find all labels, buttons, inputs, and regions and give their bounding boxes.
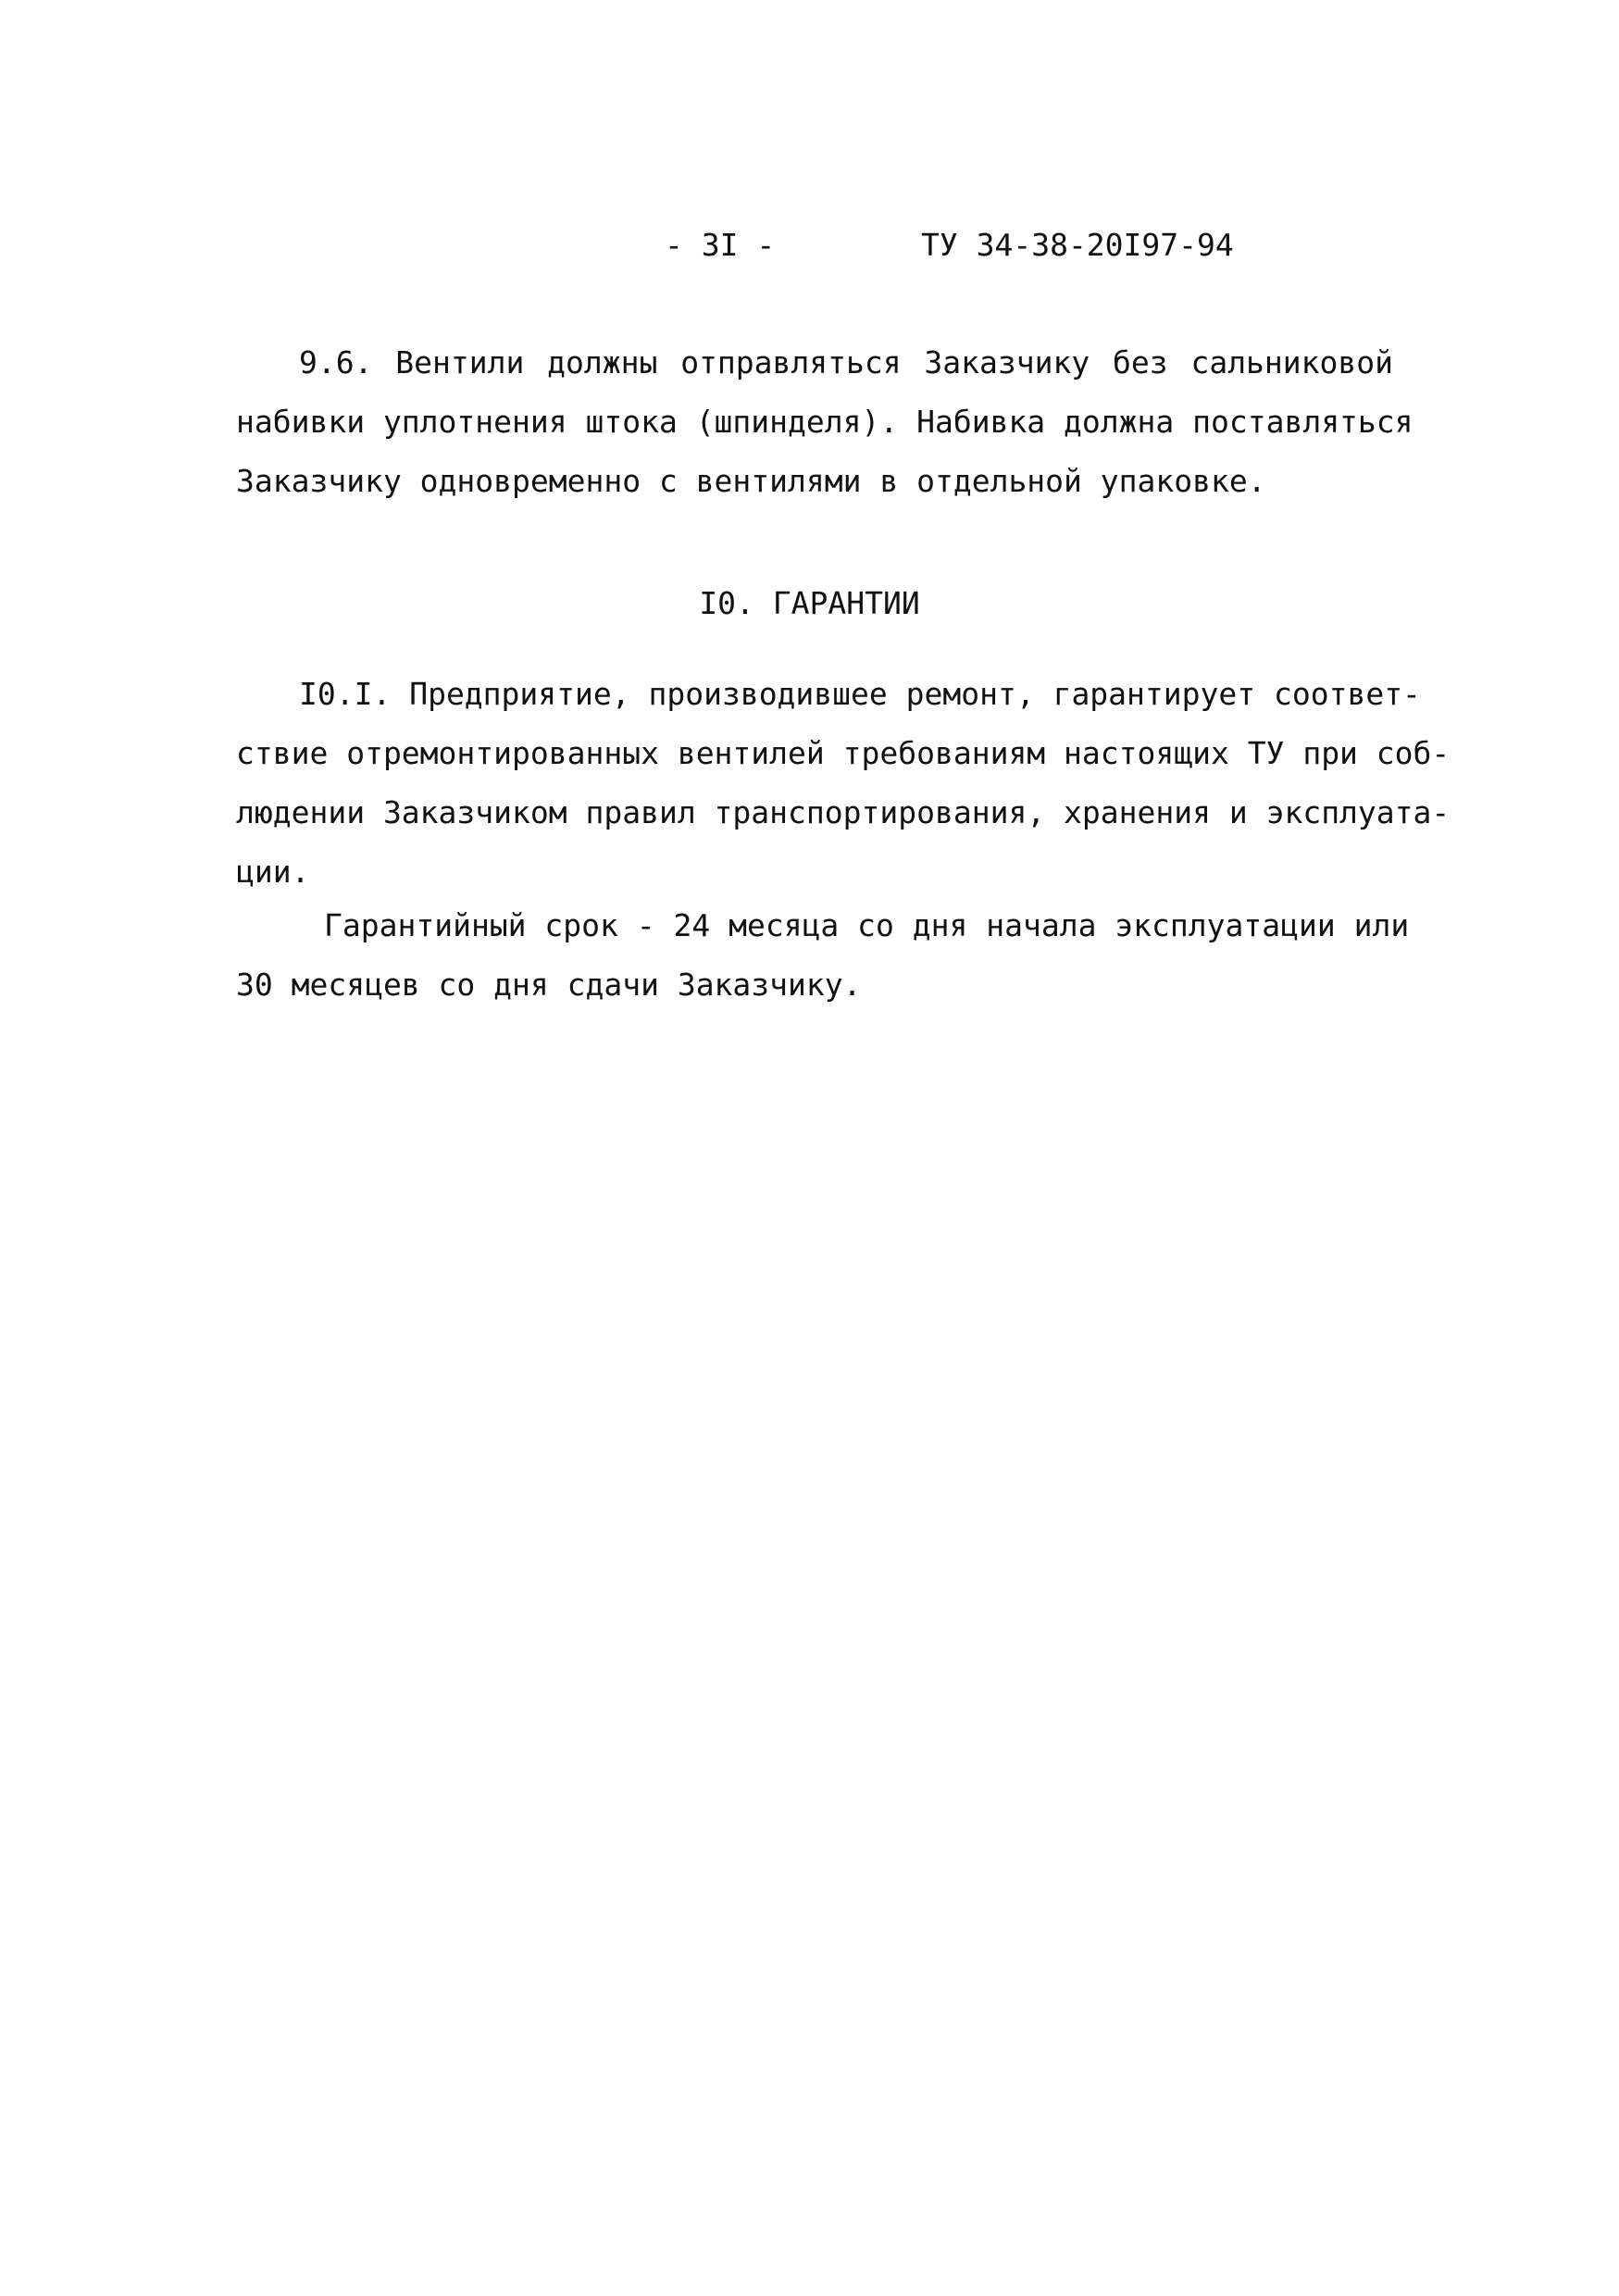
document-code: ТУ 34-38-20I97-94	[921, 227, 1234, 263]
paragraph-line: людении Заказчиком правил транспортирования, хранения и эксплуата-	[236, 794, 1451, 830]
paragraph-warranty-period	[236, 896, 1410, 1015]
paragraph-line: 9.6. Вентили должны отправляться Заказчику без сальниковой	[299, 344, 1393, 381]
paragraph-line: ствие отремонтированных вентилей требованиям настоящих ТУ при соб-	[236, 735, 1451, 771]
paragraph-line: 30 месяцев со дня сдачи Заказчику.	[236, 967, 862, 1003]
paragraph-line: I0.I. Предприятие, производившее ремонт, гарантирует соответ-	[299, 676, 1421, 712]
paragraph-line: ции.	[236, 854, 310, 890]
paragraph-line: Заказчику одновременно с вентилями в отдельной упаковке.	[236, 463, 1266, 499]
paragraph-10-1	[236, 665, 1451, 902]
section-heading-warranty: I0. ГАРАНТИИ	[699, 585, 920, 621]
paragraph-line: набивки уплотнения штока (шпинделя). Набивка должна поставляться	[236, 404, 1414, 440]
page-number: - 3I -	[665, 227, 776, 263]
page-header	[0, 227, 1619, 282]
paragraph-line: Гарантийный срок - 24 месяца со дня начала эксплуатации или	[324, 907, 1410, 943]
paragraph-9-6	[236, 333, 1414, 511]
